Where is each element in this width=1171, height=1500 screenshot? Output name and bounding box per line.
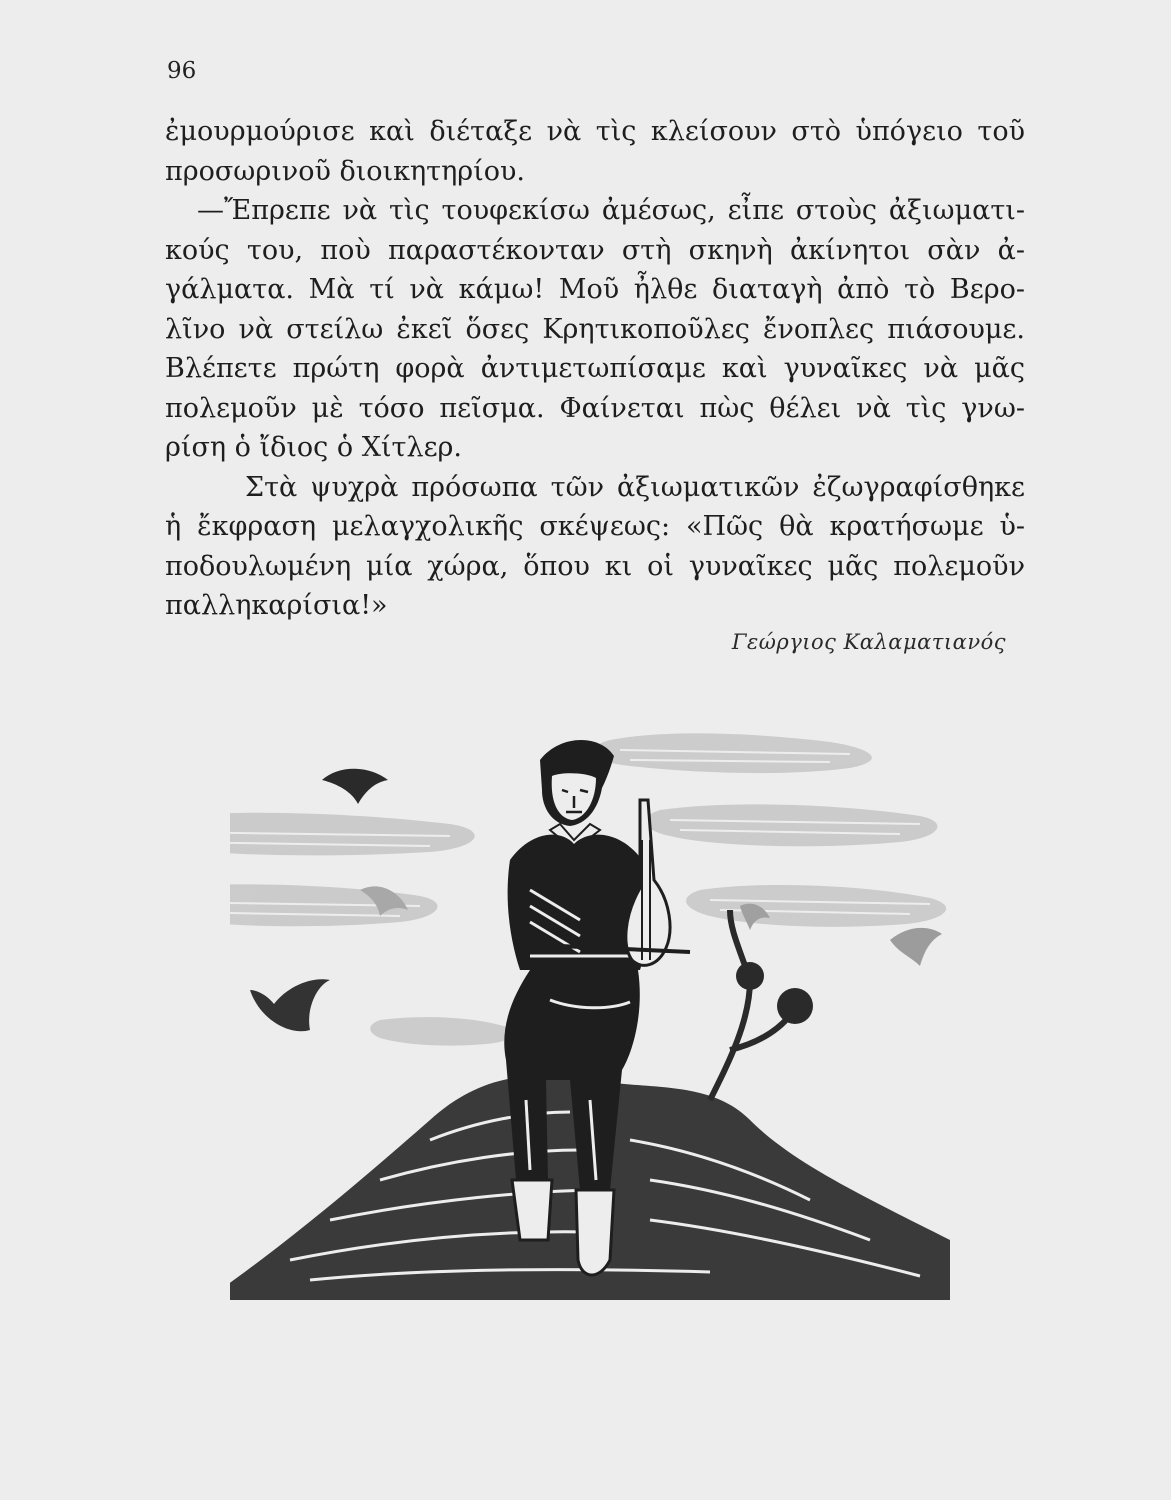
body-text [165,112,1025,626]
paragraph-2-line [165,231,1025,271]
paragraph-1 [165,112,1025,152]
paragraph-3-line [165,547,1025,587]
grey-bird-right [890,928,942,966]
text-line: Βλέπετε πρώτη φορὰ ἀντιμετωπίσαμε καὶ γυναῖκες νὰ μᾶς [165,353,1025,384]
text-line: λῖνο νὰ στείλω ἐκεῖ ὅσες Κρητικοποῦλες ἔνοπλες πιάσουμε. [165,313,1025,345]
text-line: παλληκαρίσια!» [165,590,388,621]
paragraph-3-end [165,586,1025,626]
text-line: ρίση ὁ ἴδιος ὁ Χίτλερ. [165,432,463,463]
paragraph-1-end [165,152,1025,192]
text-line: κούς του, ποὺ παραστέκονταν στὴ σκηνὴ ἀκίνητοι σὰν ἀ- [165,234,1025,266]
text-line: ἡ ἔκφραση μελαγχολικῆς σκέψεως: «Πῶς θὰ κρατήσωμε ὑ- [165,511,1025,542]
dark-bird-top [322,769,388,804]
page-number: 96 [167,58,197,84]
woodcut-illustration [230,720,950,1320]
text-line: ποδουλωμένη μία χώρα, ὅπου κι οἱ γυναῖκες μᾶς πολεμοῦν [165,550,1025,582]
paragraph-2-end [165,428,1025,468]
paragraph-3 [165,468,1025,508]
text-line: Στὰ ψυχρὰ πρόσωπα τῶν ἀξιωματικῶν ἐζωγραφίσθηκε [245,471,1025,503]
paragraph-2-line [165,349,1025,389]
text-line: —Ἔπρεπε νὰ τὶς τουφεκίσω ἀμέσως, εἶπε στοὺς ἀξιωματι- [197,195,1025,226]
dark-bird-left [250,979,330,1031]
paragraph-2-line [165,389,1025,429]
paragraph-2-line [165,270,1025,310]
paragraph-2-line [165,310,1025,350]
text-line: ἐμουρμούρισε καὶ διέταξε νὰ τὶς κλείσουν στὸ ὑπόγειο τοῦ [165,116,1025,147]
text-line: πολεμοῦν μὲ τόσο πεῖσμα. Φαίνεται πὼς θέλει νὰ τὶς γνω- [165,392,1025,424]
paragraph-3-line [165,507,1025,547]
author-signature: Γεώργιος Καλαματιανός [731,630,1006,654]
paragraph-2 [165,191,1025,231]
text-line: προσωρινοῦ διοικητηρίου. [165,155,526,187]
text-line: γάλματα. Μὰ τί νὰ κάμω! Μοῦ ἦλθε διαταγὴ ἀπὸ τὸ Βερο- [165,274,1025,305]
